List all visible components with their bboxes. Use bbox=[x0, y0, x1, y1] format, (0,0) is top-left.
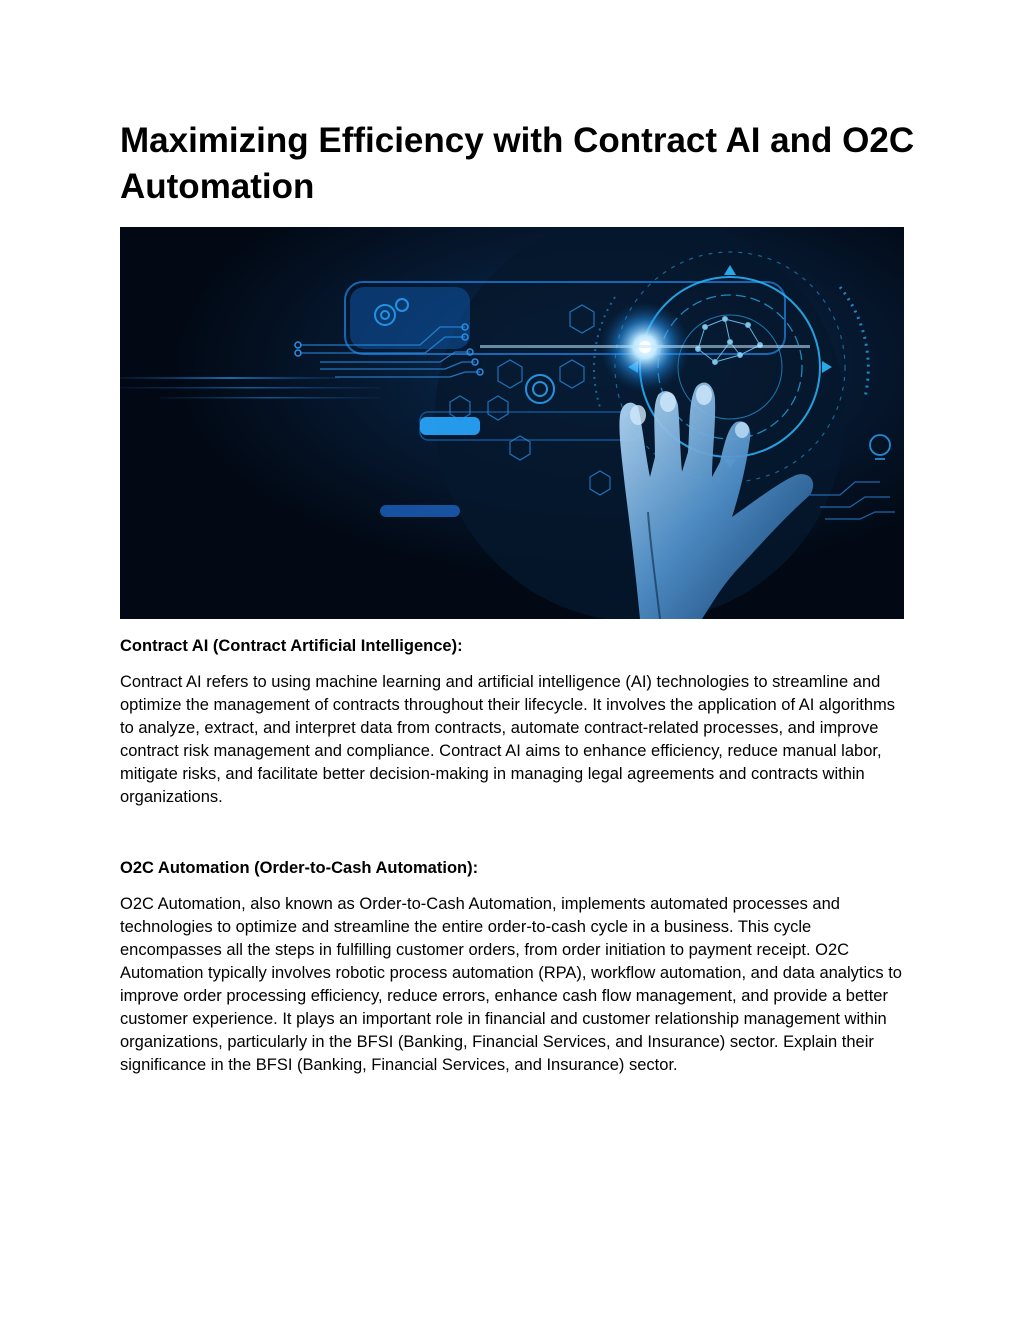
page-title: Maximizing Efficiency with Contract AI and O2C Automation bbox=[120, 121, 915, 206]
light-line bbox=[120, 387, 380, 389]
flare-streak bbox=[480, 345, 810, 348]
section-body-contract-ai: Contract AI refers to using machine learning and artificial intelligence (AI) technologies to streamline and optimize the management of contracts throughout their lifecycle. It involves the application of AI algorithms to analyze, extract, and interpret data from contracts, automate contract-related processes, and improve contract risk management and compliance. Contract AI aims to enhance efficiency, reduce manual labor, mitigate risks, and facilitate better decision-making in managing legal agreements and contracts within organizations. bbox=[120, 673, 895, 806]
hero-image bbox=[120, 227, 904, 619]
section-heading-o2c-automation: O2C Automation (Order-to-Cash Automation): bbox=[120, 859, 479, 877]
glow-bar bbox=[380, 505, 460, 517]
light-line bbox=[120, 377, 340, 379]
glow-bar bbox=[420, 417, 480, 435]
section-heading-contract-ai: Contract AI (Contract Artificial Intelligence): bbox=[120, 637, 463, 655]
robot-hand-ai-interface-image bbox=[120, 227, 904, 619]
light-line bbox=[160, 397, 380, 399]
section-body-o2c-automation: O2C Automation, also known as Order-to-Cash Automation, implements automated processes and technologies to optimize and streamline the entire order-to-cash cycle in a business. This cycle encompasses all the steps in fulfilling customer orders, from order initiation to payment receipt. O2C Automation typically involves robotic process automation (RPA), workflow automation, and data analytics to improve order processing efficiency, reduce errors, enhance cash flow management, and provide a better customer experience. It plays an important role in financial and customer relationship management within organizations, particularly in the BFSI (Banking, Financial Services, and Insurance) sector. Explain their significance in the BFSI (Banking, Financial Services, and Insurance) sector. bbox=[120, 895, 902, 1074]
